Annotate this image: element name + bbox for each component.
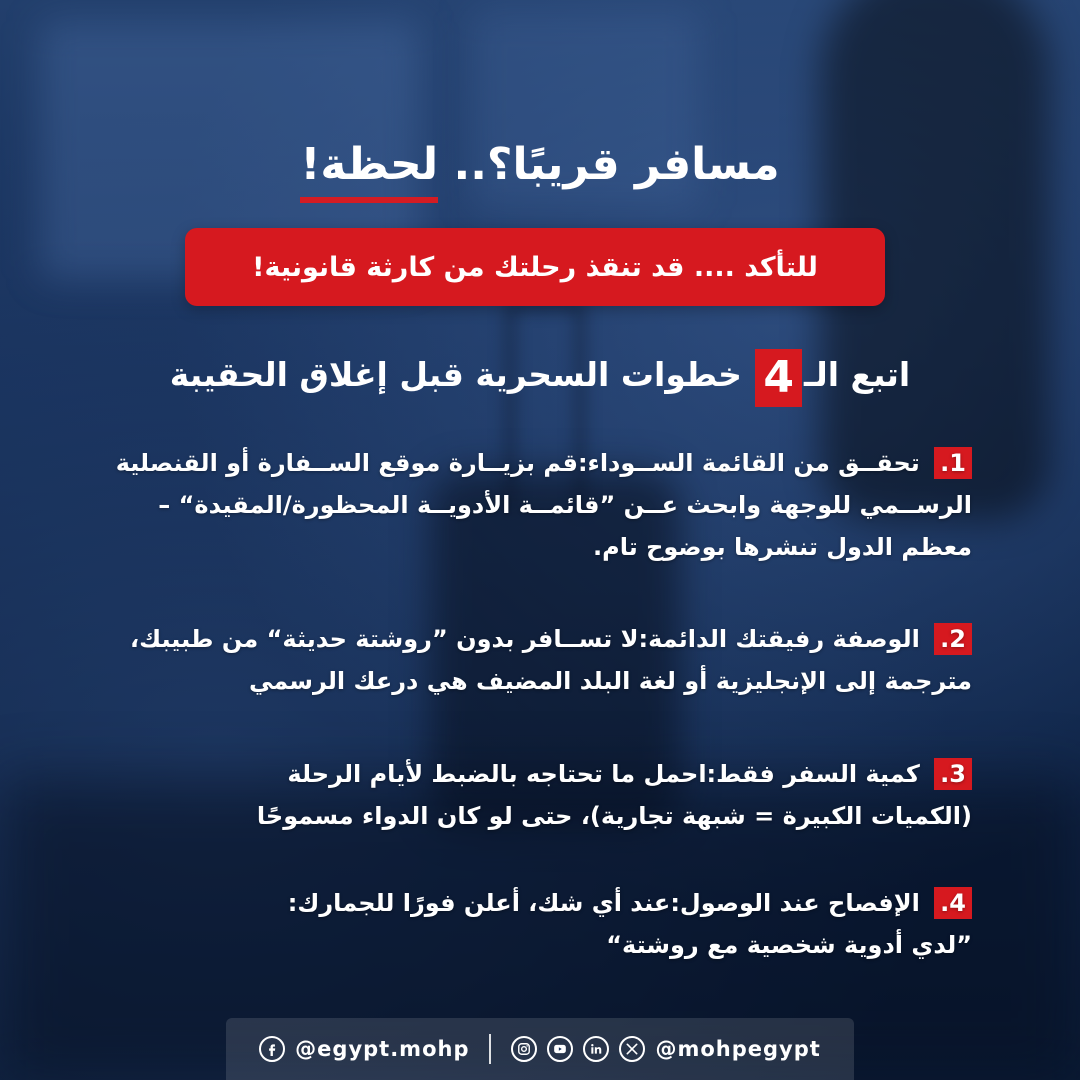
step-number-badge: 4. (934, 887, 972, 919)
instagram-icon[interactable] (511, 1036, 537, 1062)
step-text-line-1: كمية السفر فقط:احمل ما تحتاجه بالضبط لأيام الرحلة (287, 760, 929, 788)
headline (140, 130, 940, 203)
steps-title (100, 330, 980, 420)
social-handle[interactable]: @mohpegypt (655, 1037, 821, 1061)
alert-text: للتأكد .... قد تنقذ رحلتك من كارثة قانونية! (252, 251, 818, 283)
steps-title-after: خطوات السحرية قبل إغلاق الحقيبة (169, 355, 754, 394)
step-item-1 (92, 442, 972, 568)
step-number-badge: 1. (934, 447, 972, 479)
steps-count-badge: 4 (755, 349, 802, 407)
step-text-line-1: الإفصاح عند الوصول:عند أي شك، أعلن فورًا للجمارك: (287, 889, 929, 917)
social-footer (226, 1018, 854, 1080)
youtube-icon[interactable] (547, 1036, 573, 1062)
step-item-4 (92, 882, 972, 966)
step-number-badge: 3. (934, 758, 972, 790)
linkedin-icon[interactable] (583, 1036, 609, 1062)
x-icon[interactable] (619, 1036, 645, 1062)
step-item-3 (92, 753, 972, 837)
step-text-line-2: (الكميات الكبيرة = شبهة تجارية)، حتى لو كان الدواء مسموحًا (256, 802, 972, 830)
headline-question: مسافر قريبًا؟.. (438, 139, 780, 190)
alert-banner (185, 228, 885, 306)
headline-accent: لحظة! (300, 137, 438, 203)
facebook-handle[interactable]: @egypt.mohp (295, 1037, 470, 1061)
step-number-badge: 2. (934, 623, 972, 655)
footer-divider (489, 1034, 491, 1064)
step-text: الوصفة رفيقتك الدائمة:لا تســافر بدون ”روشتة حديثة“ من طبيبك، مترجمة إلى الإنجليزية أو لغة البلد المضيف هي درعك الرسمي (130, 625, 972, 695)
step-text-line-2: ”لدي أدوية شخصية مع روشتة“ (606, 931, 972, 959)
steps-title-before: اتبع الـ (804, 355, 911, 394)
step-text: تحقــق من القائمة الســوداء:قم بزيــارة موقع الســفارة أو القنصلية الرســمي للوجهة وابحث عــن ”قائمــة الأدويــة المحظورة/المقيدة“ – معظم الدول تنشرها بوضوح تام. (115, 449, 972, 561)
step-item-2 (92, 618, 972, 702)
facebook-icon[interactable] (259, 1036, 285, 1062)
